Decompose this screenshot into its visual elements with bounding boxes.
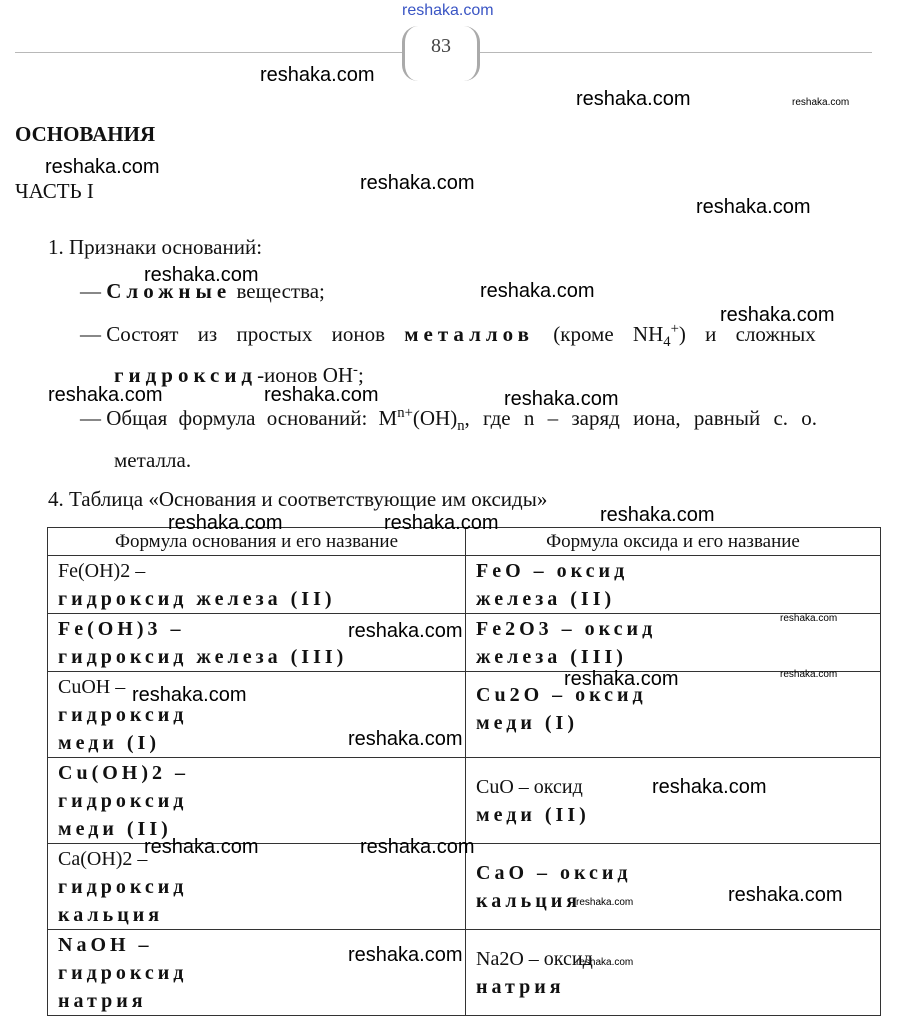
part-label: ЧАСТЬ I [15, 179, 94, 203]
oxide-name: меди (II) [476, 804, 590, 826]
oh-sup: - [353, 362, 358, 378]
base-formula: CuOH – [58, 676, 126, 698]
watermark: reshaka.com [144, 264, 259, 286]
oxide-cell [466, 758, 881, 844]
nh4-sup: + [670, 321, 679, 337]
header-rule-left [15, 52, 405, 53]
table-header-base: Формула основания и его название [48, 528, 466, 556]
watermark: reshaka.com [780, 613, 838, 624]
watermark: reshaka.com [780, 669, 838, 680]
watermark: reshaka.com [576, 88, 691, 110]
oxide-name: кальция [476, 890, 582, 912]
base-formula: Fe(OH)2 – [58, 560, 146, 582]
bullet-formula-line2: металла. [114, 448, 192, 472]
bullet-complex-rest: вещества; [231, 279, 325, 303]
base-name: гидроксид [58, 876, 188, 898]
item1-heading: 1. Признаки оснований: [48, 235, 263, 259]
watermark: reshaka.com [480, 280, 595, 302]
watermark: reshaka.com [45, 156, 160, 178]
bullet-dash: — [80, 279, 101, 303]
base-name: гидроксид [58, 790, 188, 812]
bullet-ions-text-c: ) и сложных [678, 322, 816, 346]
base-cell [48, 556, 466, 614]
oxide-name: железа (III) [476, 646, 627, 668]
bullet-ions-text-e: ; [357, 363, 364, 387]
base-name-2: меди (I) [58, 732, 160, 754]
base-name: гидроксид [58, 704, 188, 726]
watermark: reshaka.com [384, 512, 499, 534]
oxide-formula: CaO – оксид [476, 862, 632, 884]
watermark: reshaka.com [728, 884, 843, 906]
bullet-complex-word: Сложные [106, 279, 232, 303]
watermark: reshaka.com [144, 836, 259, 858]
base-cell [48, 758, 466, 844]
page-title: ОСНОВАНИЯ [15, 122, 156, 146]
watermark: reshaka.com [564, 668, 679, 690]
formula-sup: n+ [397, 405, 413, 421]
table-row [48, 758, 881, 844]
watermark: reshaka.com [504, 388, 619, 410]
oxide-formula: FeO – оксид [476, 560, 629, 582]
base-name-2: кальция [58, 904, 164, 926]
bullet-ions-text-b: (кроме NH [534, 322, 664, 346]
watermark: reshaka.com [792, 97, 850, 108]
bullet-ions-text-a: Состоят из простых ионов [106, 322, 405, 346]
table-header-oxide: Формула оксида и его название [466, 528, 881, 556]
nh4-sub: 4 [663, 334, 671, 351]
watermark: reshaka.com [652, 776, 767, 798]
base-name: гидроксид железа (III) [58, 646, 348, 668]
watermark: reshaka.com [576, 957, 634, 968]
bullet-dash: — [80, 322, 101, 346]
bullet-formula [80, 405, 817, 435]
base-name-2: меди (II) [58, 818, 172, 840]
watermark: reshaka.com [260, 64, 375, 86]
table-row [48, 930, 881, 1016]
oxide-formula: Na2O – оксид [476, 948, 593, 970]
watermark: reshaka.com [360, 172, 475, 194]
header-rule-right [480, 52, 872, 53]
page-number-box [402, 26, 480, 81]
watermark: reshaka.com [576, 897, 634, 908]
watermark: reshaka.com [132, 684, 247, 706]
bullet-formula-text-c: , где n – заряд иона, равный с. о. [464, 406, 818, 430]
bullet-formula-text-a: Общая формула оснований: M [106, 406, 398, 430]
base-formula: Cu(OH)2 – [58, 762, 189, 784]
watermark: reshaka.com [348, 944, 463, 966]
base-formula: NaOH – [58, 934, 153, 956]
base-name: гидроксид [58, 962, 188, 984]
bullet-formula-text-b: (OH) [412, 406, 458, 430]
base-formula: Fe(OH)3 – [58, 618, 185, 640]
table-row [48, 614, 881, 672]
base-formula: Ca(OH)2 – [58, 848, 148, 870]
watermark: reshaka.com [348, 620, 463, 642]
oxide-cell [466, 556, 881, 614]
oxide-formula: Fe2O3 – оксид [476, 618, 657, 640]
item4-heading: 4. Таблица «Основания и соответствующие им оксиды» [48, 487, 548, 511]
bullet-ions-text-d: -ионов OH [257, 363, 354, 387]
bullet-ions-metals: металлов [404, 322, 534, 346]
table-row [48, 556, 881, 614]
base-name-2: натрия [58, 990, 147, 1012]
page-number: 83 [431, 35, 451, 57]
oxide-name: железа (II) [476, 588, 616, 610]
oxide-cell [466, 930, 881, 1016]
watermark: reshaka.com [168, 512, 283, 534]
watermark: reshaka.com [48, 384, 163, 406]
watermark: reshaka.com [600, 504, 715, 526]
watermark-top: reshaka.com [402, 2, 494, 19]
formula-sub: n [457, 418, 465, 435]
watermark: reshaka.com [264, 384, 379, 406]
oxide-formula: CuO – оксид [476, 776, 583, 798]
oxide-name: натрия [476, 976, 565, 998]
oxide-formula: Cu2O – оксид [476, 684, 647, 706]
watermark: reshaka.com [720, 304, 835, 326]
base-cell [48, 930, 466, 1016]
bullet-ions-hydroxide: гидроксид [114, 363, 258, 387]
bases-oxides-table [47, 527, 881, 1016]
watermark: reshaka.com [696, 196, 811, 218]
watermark: reshaka.com [348, 728, 463, 750]
watermark: reshaka.com [360, 836, 475, 858]
base-name: гидроксид железа (II) [58, 588, 336, 610]
bullet-dash: — [80, 406, 101, 430]
oxide-name: меди (I) [476, 712, 578, 734]
